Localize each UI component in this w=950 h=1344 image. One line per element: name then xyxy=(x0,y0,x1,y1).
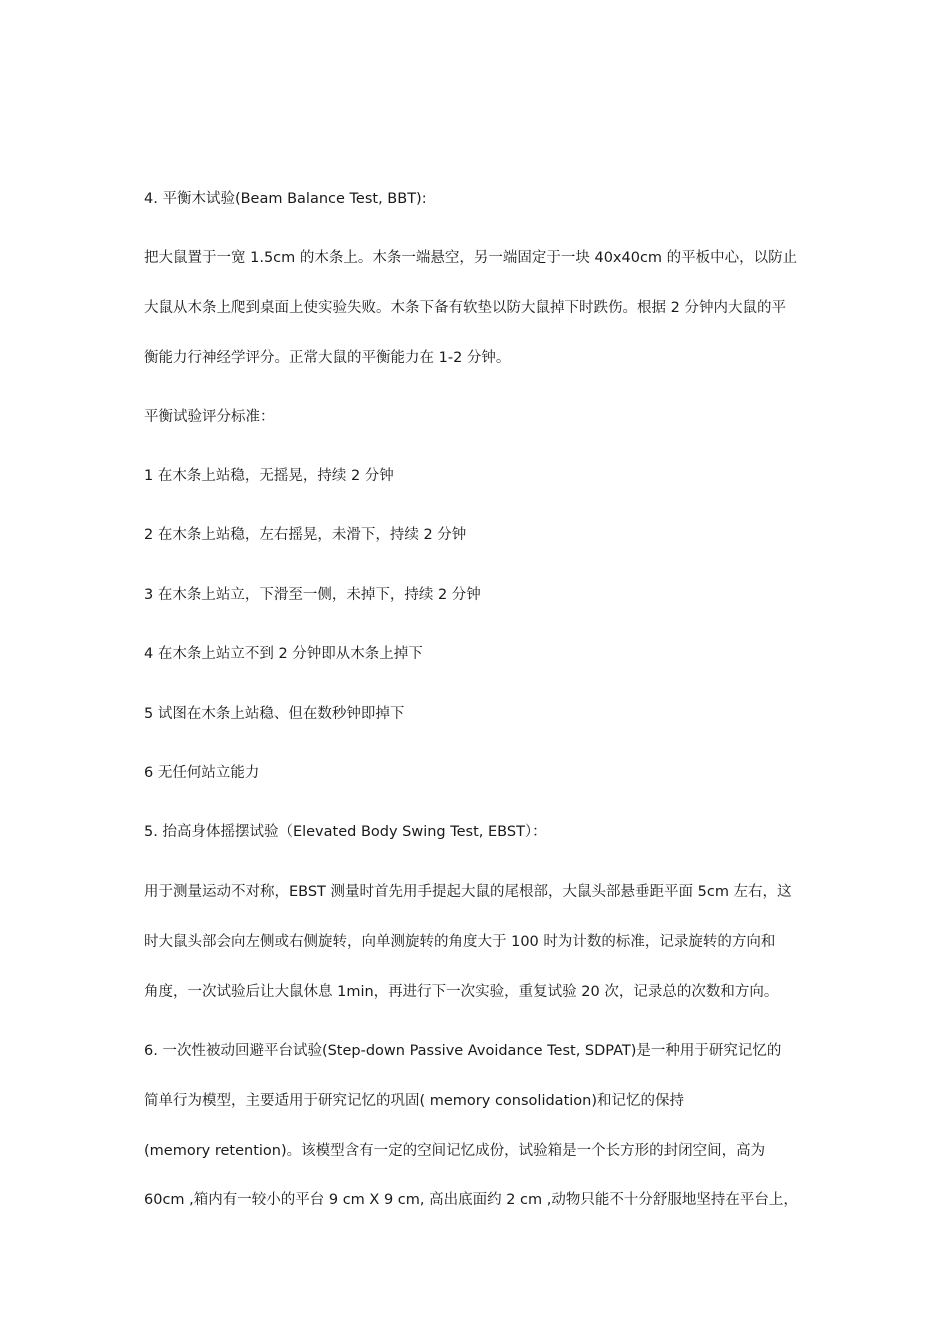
scoring-criteria-heading: 平衡试验评分标准： xyxy=(144,409,275,425)
criteria-item: 3 在木条上站立，下滑至一侧，未掉下，持续 2 分钟 xyxy=(144,587,481,603)
criteria-item: 5 试图在木条上站稳、但在数秒钟即掉下 xyxy=(144,706,405,722)
paragraph-line: (memory retention)。该模型含有一定的空间记忆成份，试验箱是一个长方形的封闭空间，高为 xyxy=(144,1143,766,1159)
paragraph-line: 把大鼠置于一宽 1.5cm 的木条上。木条一端悬空，另一端固定于一块 40x40cm 的平板中心，以防止 xyxy=(144,250,798,266)
paragraph-line: 用于测量运动不对称，EBST 测量时首先用手提起大鼠的尾根部，大鼠头部悬垂距平面 5cm 左右，这 xyxy=(144,884,792,900)
paragraph-line: 衡能力行神经学评分。正常大鼠的平衡能力在 1-2 分钟。 xyxy=(144,350,511,366)
heading-elevated-body-swing-test: 5. 抬高身体摇摆试验（Elevated Body Swing Test, EBST）： xyxy=(144,824,547,840)
heading-step-down-passive-avoidance-test: 6. 一次性被动回避平台试验(Step-down Passive Avoidance Test, SDPAT)是一种用于研究记忆的 xyxy=(144,1043,782,1059)
criteria-item: 4 在木条上站立不到 2 分钟即从木条上掉下 xyxy=(144,646,423,662)
paragraph-line: 角度，一次试验后让大鼠休息 1min，再进行下一次实验，重复试验 20 次，记录总的次数和方向。 xyxy=(144,984,779,1000)
paragraph-line: 简单行为模型，主要适用于研究记忆的巩固( memory consolidation)和记忆的保持 xyxy=(144,1093,684,1109)
criteria-item: 1 在木条上站稳，无摇晃，持续 2 分钟 xyxy=(144,468,394,484)
paragraph-line: 时大鼠头部会向左侧或右侧旋转，向单测旋转的角度大于 100 时为计数的标准，记录旋转的方向和 xyxy=(144,934,776,950)
paragraph-line: 60cm ,箱内有一较小的平台 9 cm X 9 cm, 高出底面约 2 cm ,动物只能不十分舒服地坚持在平台上， xyxy=(144,1192,798,1208)
heading-beam-balance-test: 4. 平衡木试验(Beam Balance Test, BBT): xyxy=(144,191,427,207)
criteria-item: 6 无任何站立能力 xyxy=(144,765,260,781)
criteria-item: 2 在木条上站稳，左右摇晃，未滑下，持续 2 分钟 xyxy=(144,527,467,543)
paragraph-line: 大鼠从木条上爬到桌面上使实验失败。木条下备有软垫以防大鼠掉下时跌伤。根据 2 分钟内大鼠的平 xyxy=(144,300,786,316)
